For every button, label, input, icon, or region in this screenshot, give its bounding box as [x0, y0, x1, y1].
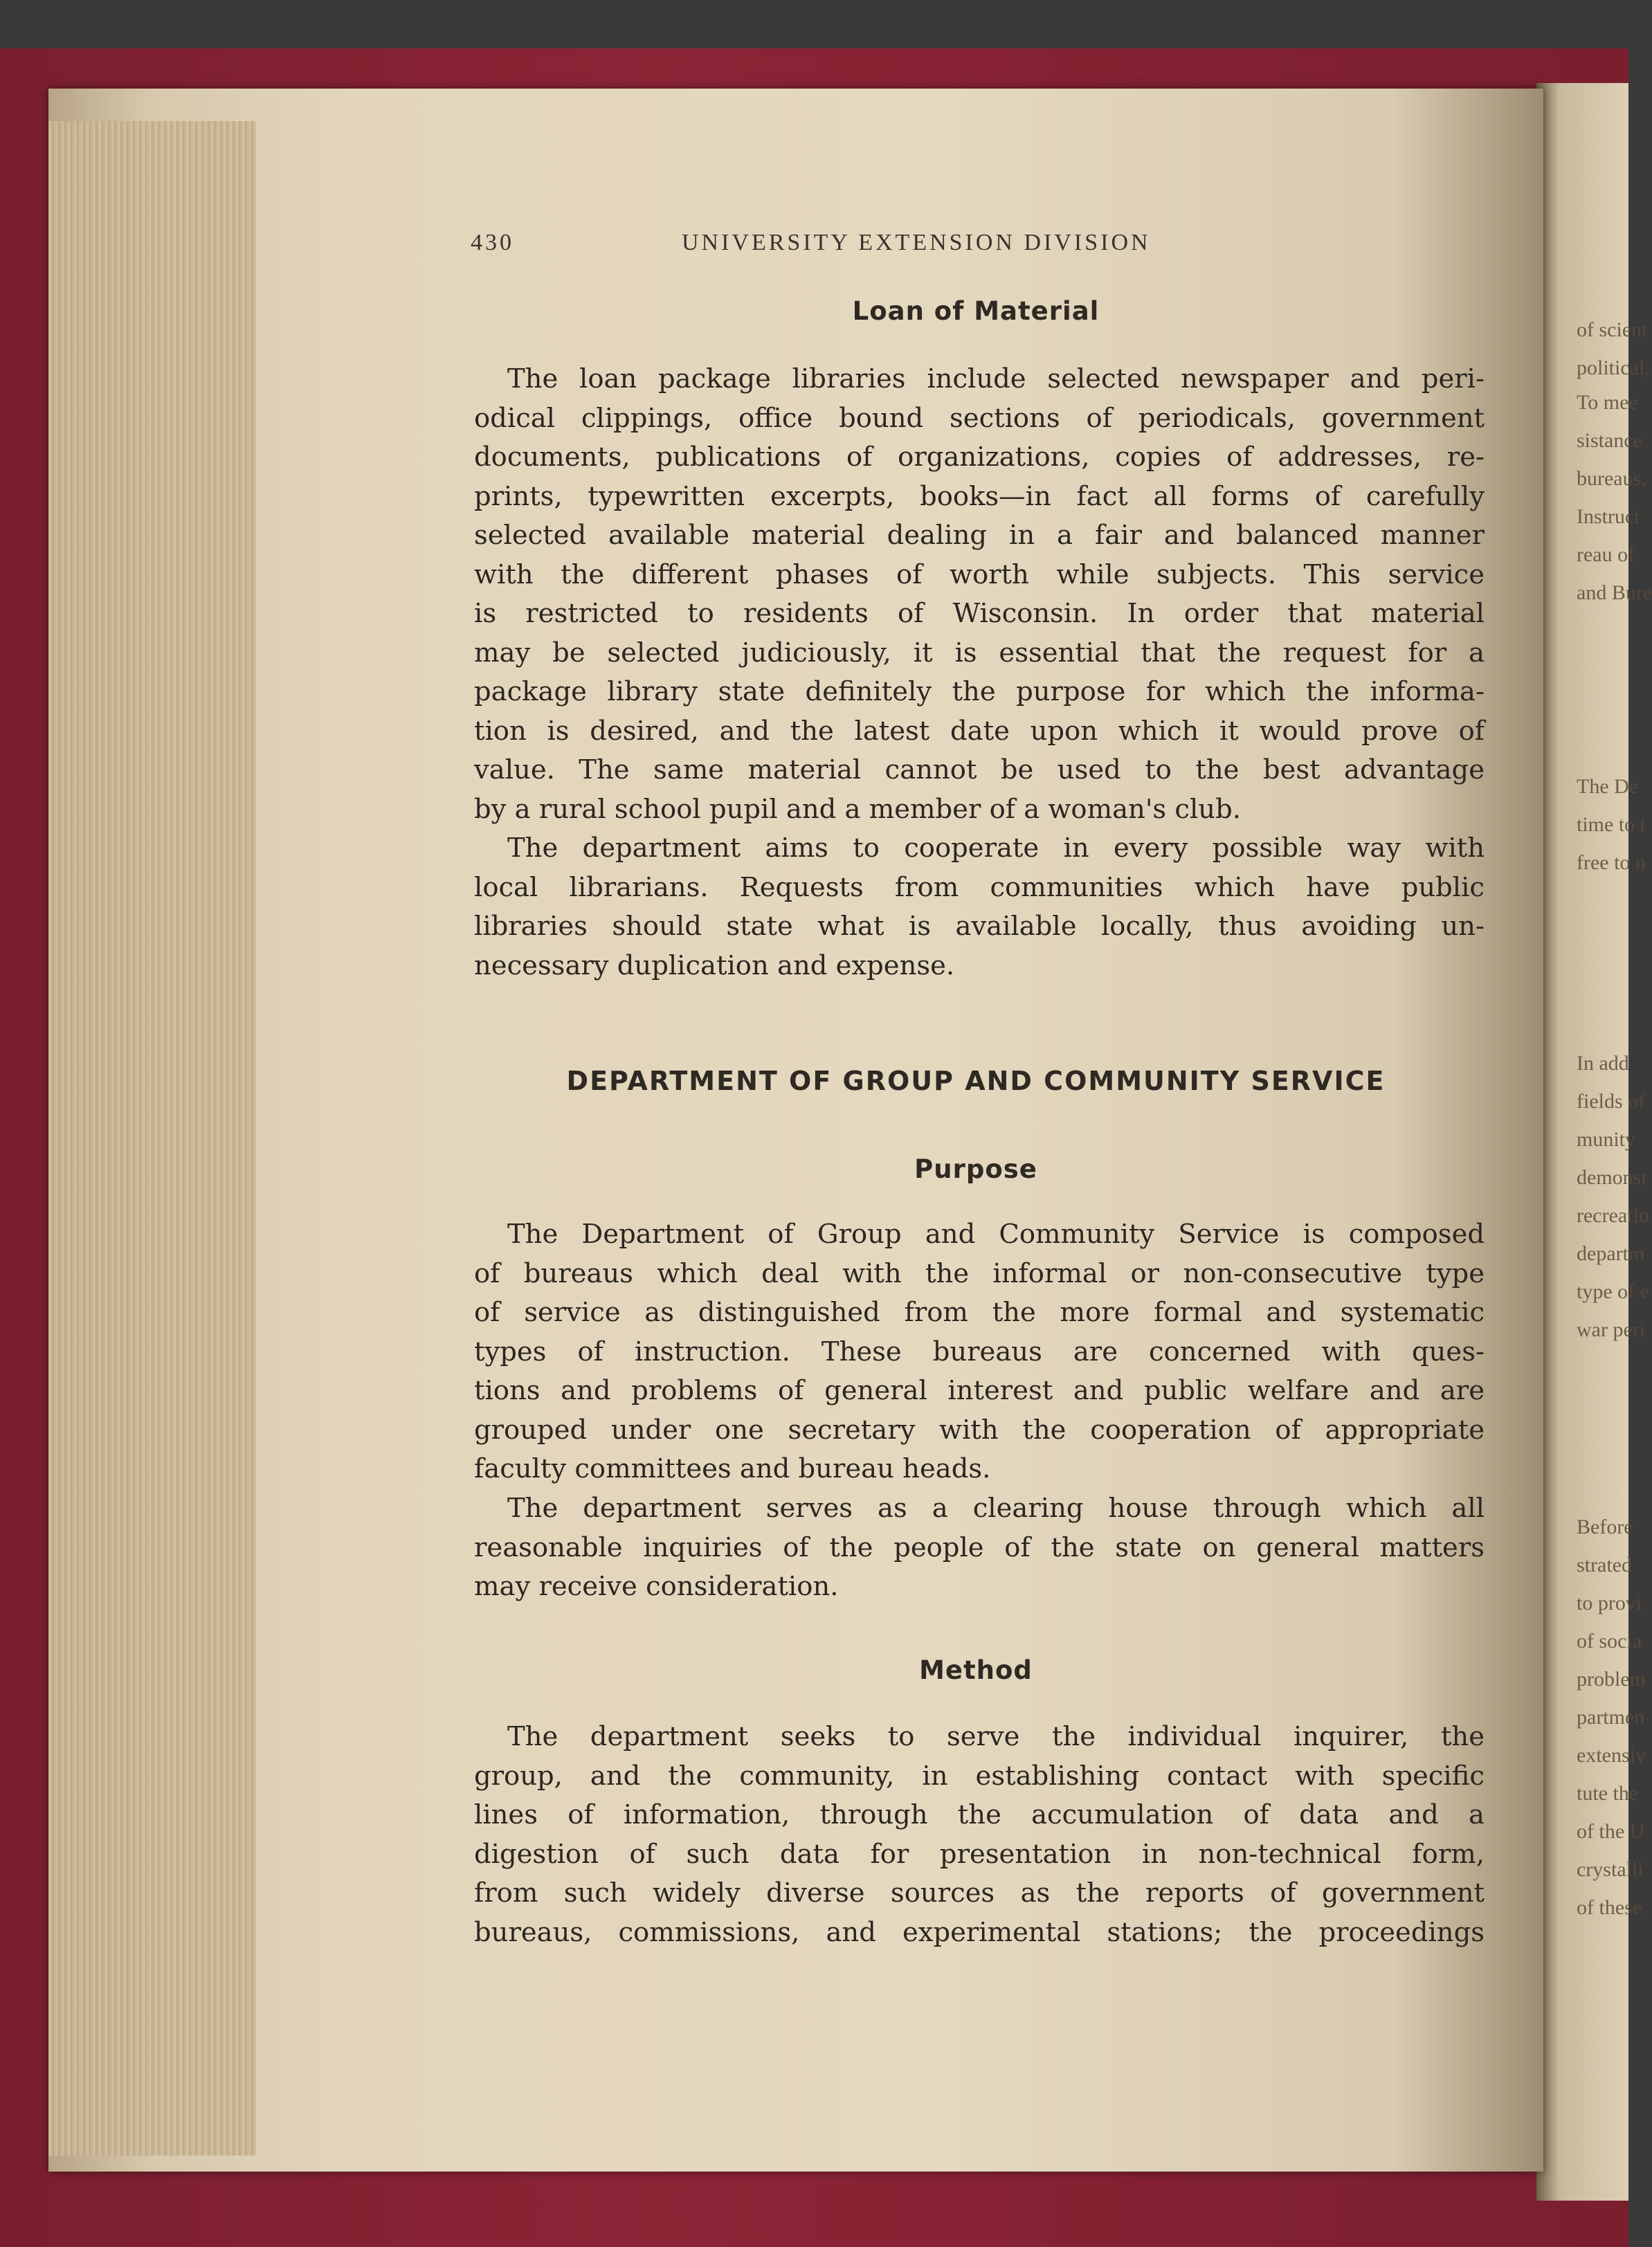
facing-page-fragment: of these [1577, 1896, 1642, 1919]
facing-page-fragment: In add [1577, 1052, 1629, 1075]
facing-page-fragment: war peri [1577, 1318, 1646, 1341]
facing-page-fragment: departm [1577, 1242, 1645, 1265]
facing-page-fragment: free to n [1577, 851, 1646, 874]
facing-page [1536, 83, 1652, 2201]
facing-page-fragment: fields of [1577, 1090, 1646, 1113]
facing-page-fragment: strated [1577, 1554, 1632, 1576]
text-line: lines of information, through the accumulation of data and a [474, 1799, 1485, 1830]
facing-page-fragment: extensiv [1577, 1744, 1646, 1767]
paragraph-loan-1 [474, 360, 1485, 829]
facing-page-fragment: Instruct [1577, 505, 1640, 528]
running-head [471, 230, 1260, 257]
text-line: bureaus, commissions, and experimental stations; the proceedings [474, 1916, 1485, 1948]
text-line: reasonable inquiries of the people of the state on general matters [474, 1531, 1485, 1563]
facing-page-fragment: and Bure [1577, 581, 1652, 604]
facing-page-fragment: problem [1577, 1668, 1646, 1691]
facing-page-fragment: recreatio [1577, 1204, 1649, 1227]
text-line: may be selected judiciously, it is essential that the request for a [474, 637, 1485, 668]
running-title: UNIVERSITY EXTENSION DIVISION [682, 230, 1151, 255]
text-line: The loan package libraries include selected newspaper and peri- [507, 363, 1485, 394]
text-line: tions and problems of general interest and public welfare and are [474, 1375, 1485, 1406]
text-line: The department aims to cooperate in every possible way with [507, 833, 1485, 864]
facing-page-fragment: munity [1577, 1128, 1636, 1151]
heading-department: DEPARTMENT OF GROUP AND COMMUNITY SERVICE [566, 1066, 1386, 1096]
facing-page-fragment: Before [1577, 1516, 1633, 1538]
facing-page-fragment: of scient [1577, 318, 1648, 341]
facing-page-fragment: demonst [1577, 1166, 1647, 1189]
heading-loan-of-material: Loan of Material [852, 296, 1100, 326]
text-line: The department serves as a clearing house through which all [507, 1493, 1485, 1524]
paragraph-method-1 [474, 1718, 1485, 1952]
paragraph-loan-2 [474, 829, 1485, 985]
text-line: digestion of such data for presentation in non-technical form, [474, 1838, 1485, 1870]
facing-page-fragment: of the U [1577, 1820, 1645, 1843]
text-line: group, and the community, in establishing contact with specific [474, 1760, 1485, 1792]
text-line: of service as distinguished from the more formal and systematic [474, 1297, 1485, 1328]
text-line: libraries should state what is available locally, thus avoiding un- [474, 911, 1485, 942]
text-line: value. The same material cannot be used to the best advantage [474, 754, 1485, 785]
text-line: The department seeks to serve the individual inquirer, the [507, 1721, 1485, 1752]
paragraph-purpose-1 [474, 1215, 1485, 1489]
page-number: 430 [471, 230, 514, 255]
facing-page-fragment: political, [1577, 356, 1650, 379]
text-line: selected available material dealing in a fair and balanced manner [474, 520, 1485, 551]
text-line: odical clippings, office bound sections of periodicals, government [474, 402, 1485, 434]
text-line: by a rural school pupil and a member of a woman's club. [474, 793, 1241, 825]
facing-page-fragment: sistance [1577, 429, 1642, 452]
text-line: package library state definitely the purpose for which the informa- [474, 676, 1485, 707]
facing-page-fragment: The De [1577, 775, 1639, 798]
paragraph-purpose-2 [474, 1489, 1485, 1607]
text-line: from such widely diverse sources as the reports of government [474, 1877, 1485, 1909]
facing-page-fragment: of socia [1577, 1630, 1642, 1653]
heading-purpose: Purpose [914, 1154, 1037, 1184]
heading-method: Method [919, 1655, 1033, 1685]
text-line: of bureaus which deal with the informal or non-consecutive type [474, 1257, 1485, 1289]
page-edges [48, 121, 256, 2156]
facing-page-fragment: partmen [1577, 1706, 1645, 1729]
facing-page-fragment: To mee [1577, 391, 1638, 414]
text-line: necessary duplication and expense. [474, 949, 955, 981]
facing-page-fragment: bureaus, [1577, 467, 1646, 490]
text-line: is restricted to residents of Wisconsin. In order that material [474, 598, 1485, 629]
text-line: tion is desired, and the latest date upon which it would prove of [474, 715, 1485, 747]
text-line: with the different phases of worth while subjects. This service [474, 558, 1485, 590]
facing-page-fragment: to provi [1577, 1592, 1642, 1614]
facing-page-fragment: time to t [1577, 813, 1646, 836]
facing-page-fragment: type of e [1577, 1280, 1649, 1303]
text-line: prints, typewritten excerpts, books—in fact all forms of carefully [474, 480, 1485, 512]
text-line: faculty committees and bureau heads. [474, 1453, 991, 1484]
text-line: types of instruction. These bureaus are concerned with ques- [474, 1336, 1485, 1367]
facing-page-fragment: crystalli [1577, 1858, 1644, 1881]
text-line: The Department of Group and Community Service is composed [507, 1219, 1485, 1250]
text-line: grouped under one secretary with the cooperation of appropriate [474, 1414, 1485, 1446]
facing-page-fragment: reau of [1577, 543, 1635, 566]
text-line: local librarians. Requests from communities which have public [474, 871, 1485, 903]
text-line: may receive consideration. [474, 1571, 839, 1602]
facing-page-fragment: tute the [1577, 1782, 1639, 1805]
text-line: documents, publications of organizations, copies of addresses, re- [474, 442, 1485, 473]
